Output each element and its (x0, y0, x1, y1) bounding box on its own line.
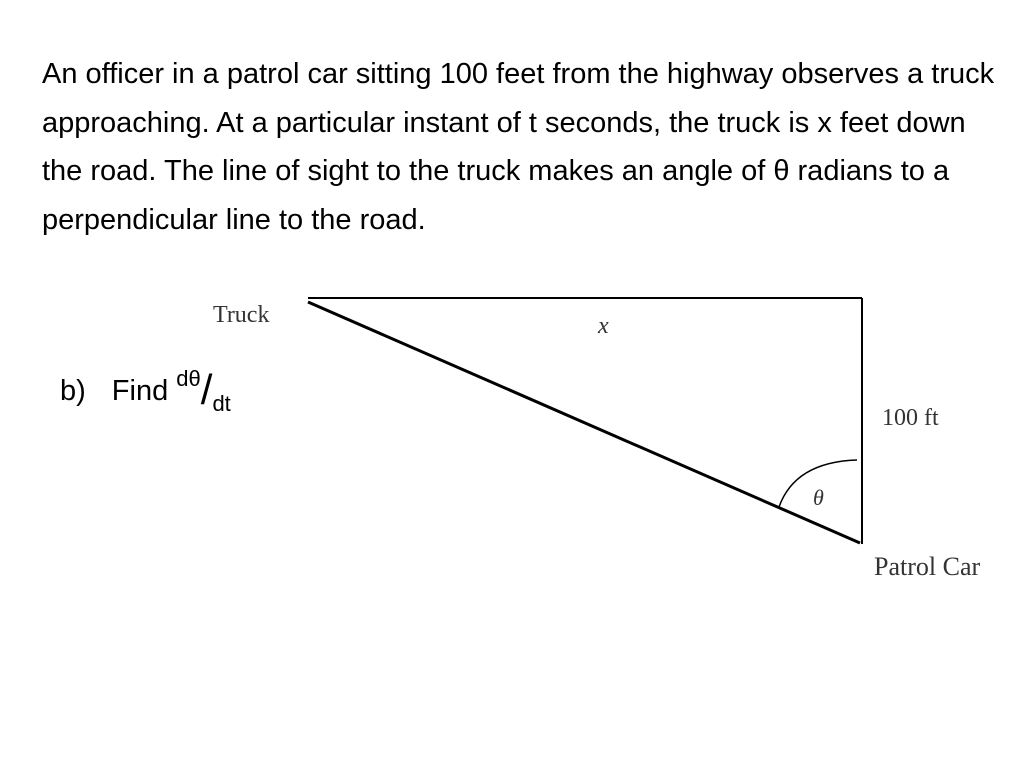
derivative-numerator: dθ (176, 366, 201, 391)
fraction-slash: / (200, 366, 213, 413)
line-of-sight (308, 302, 860, 543)
derivative-denominator: dt (212, 391, 231, 416)
truck-label: Truck (213, 302, 270, 328)
side-length-label: 100 ft (882, 405, 939, 431)
angle-theta-label: θ (813, 485, 824, 510)
x-label: x (598, 313, 609, 339)
question-label: b) (60, 375, 86, 407)
question-text: Find (111, 375, 169, 407)
problem-statement: An officer in a patrol car sitting 100 feet from the highway observes a truck approaching. At a particular instant of t seconds, the truck is x feet down the road. The line of sight to the truck makes an angle of θ radians to a perpendicular line to the road. (42, 58, 995, 236)
patrol-car-label: Patrol Car (874, 552, 981, 581)
